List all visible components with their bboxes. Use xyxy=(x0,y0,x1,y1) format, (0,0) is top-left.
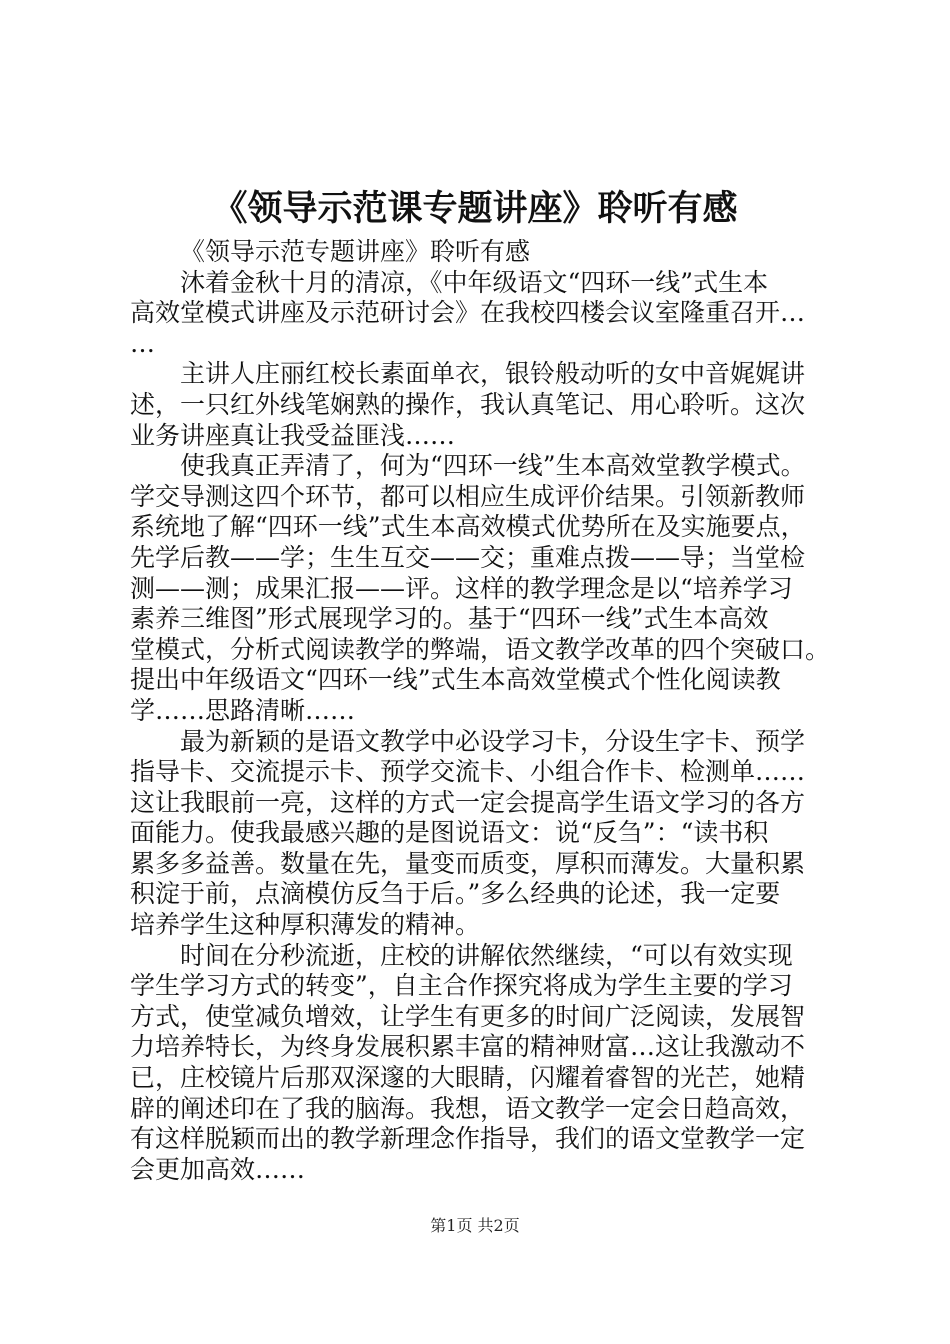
document-title: 《领导示范课专题讲座》聆听有感 xyxy=(212,188,738,229)
body-line: 先学后教——学；生生互交——交；重难点拨——导；当堂检 xyxy=(130,542,806,572)
body-line: 最为新颖的是语文教学中必设学习卡，分设生字卡、预学 xyxy=(180,726,806,756)
body-line: 培养学生这种厚积薄发的精神。 xyxy=(130,910,481,940)
body-line: 系统地了解“四环一线”式生本高效模式优势所在及实施要点， xyxy=(130,512,806,542)
body-line: 使我真正弄清了，何为“四环一线”生本高效堂教学模式。 xyxy=(180,451,806,481)
body-line: 业务讲座真让我受益匪浅…… xyxy=(130,420,456,450)
body-line: 这让我眼前一亮，这样的方式一定会提高学生语文学习的各方 xyxy=(130,787,806,817)
body-line: 述，一只红外线笔娴熟的操作，我认真笔记、用心聆听。这次 xyxy=(130,389,806,419)
body-line: 累多多益善。数量在先，量变而质变，厚积而薄发。大量积累 xyxy=(130,848,806,878)
body-line: 已，庄校镜片后那双深邃的大眼睛，闪耀着睿智的光芒，她精 xyxy=(130,1063,806,1093)
body-line: 《领导示范专题讲座》聆听有感 xyxy=(180,237,531,266)
body-line: 高效堂模式讲座及示范研讨会》在我校四楼会议室隆重召开… xyxy=(130,298,806,328)
body-line: 学生学习方式的转变”，自主合作探究将成为学生主要的学习 xyxy=(130,971,793,1001)
body-line: … xyxy=(130,328,155,358)
document-body xyxy=(130,237,850,1185)
page-footer: 第1页 共2页 xyxy=(430,1216,520,1235)
body-line: 测——测；成果汇报——评。这样的教学理念是以“培养学习 xyxy=(130,573,793,603)
body-line: 堂模式，分析式阅读教学的弊端，语文教学改革的四个突破口。 xyxy=(130,634,831,664)
body-line: 提出中年级语文“四环一线”式生本高效堂模式个性化阅读教 xyxy=(130,665,781,695)
body-line: 面能力。使我最感兴趣的是图说语文：说“反刍”：“读书积 xyxy=(130,818,769,848)
body-line: 有这样脱颖而出的教学新理念作指导，我们的语文堂教学一定 xyxy=(130,1124,806,1154)
body-line: 会更加高效…… xyxy=(130,1154,306,1184)
body-line: 积淀于前，点滴模仿反刍于后。”多么经典的论述，我一定要 xyxy=(130,879,781,909)
body-line: 学……思路清晰…… xyxy=(130,695,356,725)
body-line: 指导卡、交流提示卡、预学交流卡、小组合作卡、检测单…… xyxy=(130,757,806,787)
body-line: 学交导测这四个环节，都可以相应生成评价结果。引领新教师 xyxy=(130,481,806,511)
body-line: 力培养特长，为终身发展积累丰富的精神财富…这让我激动不 xyxy=(130,1032,806,1062)
body-line: 素养三维图”形式展现学习的。基于“四环一线”式生本高效 xyxy=(130,604,769,634)
body-line: 时间在分秒流逝，庄校的讲解依然继续，“可以有效实现 xyxy=(180,940,793,970)
body-line: 辟的阐述印在了我的脑海。我想，语文教学一定会日趋高效， xyxy=(130,1093,806,1123)
body-line: 沐着金秋十月的清凉，《中年级语文“四环一线”式生本 xyxy=(180,267,769,297)
body-line: 主讲人庄丽红校长素面单衣，银铃般动听的女中音娓娓讲 xyxy=(180,359,806,389)
body-line: 方式，使堂减负增效，让学生有更多的时间广泛阅读，发展智 xyxy=(130,1001,806,1031)
